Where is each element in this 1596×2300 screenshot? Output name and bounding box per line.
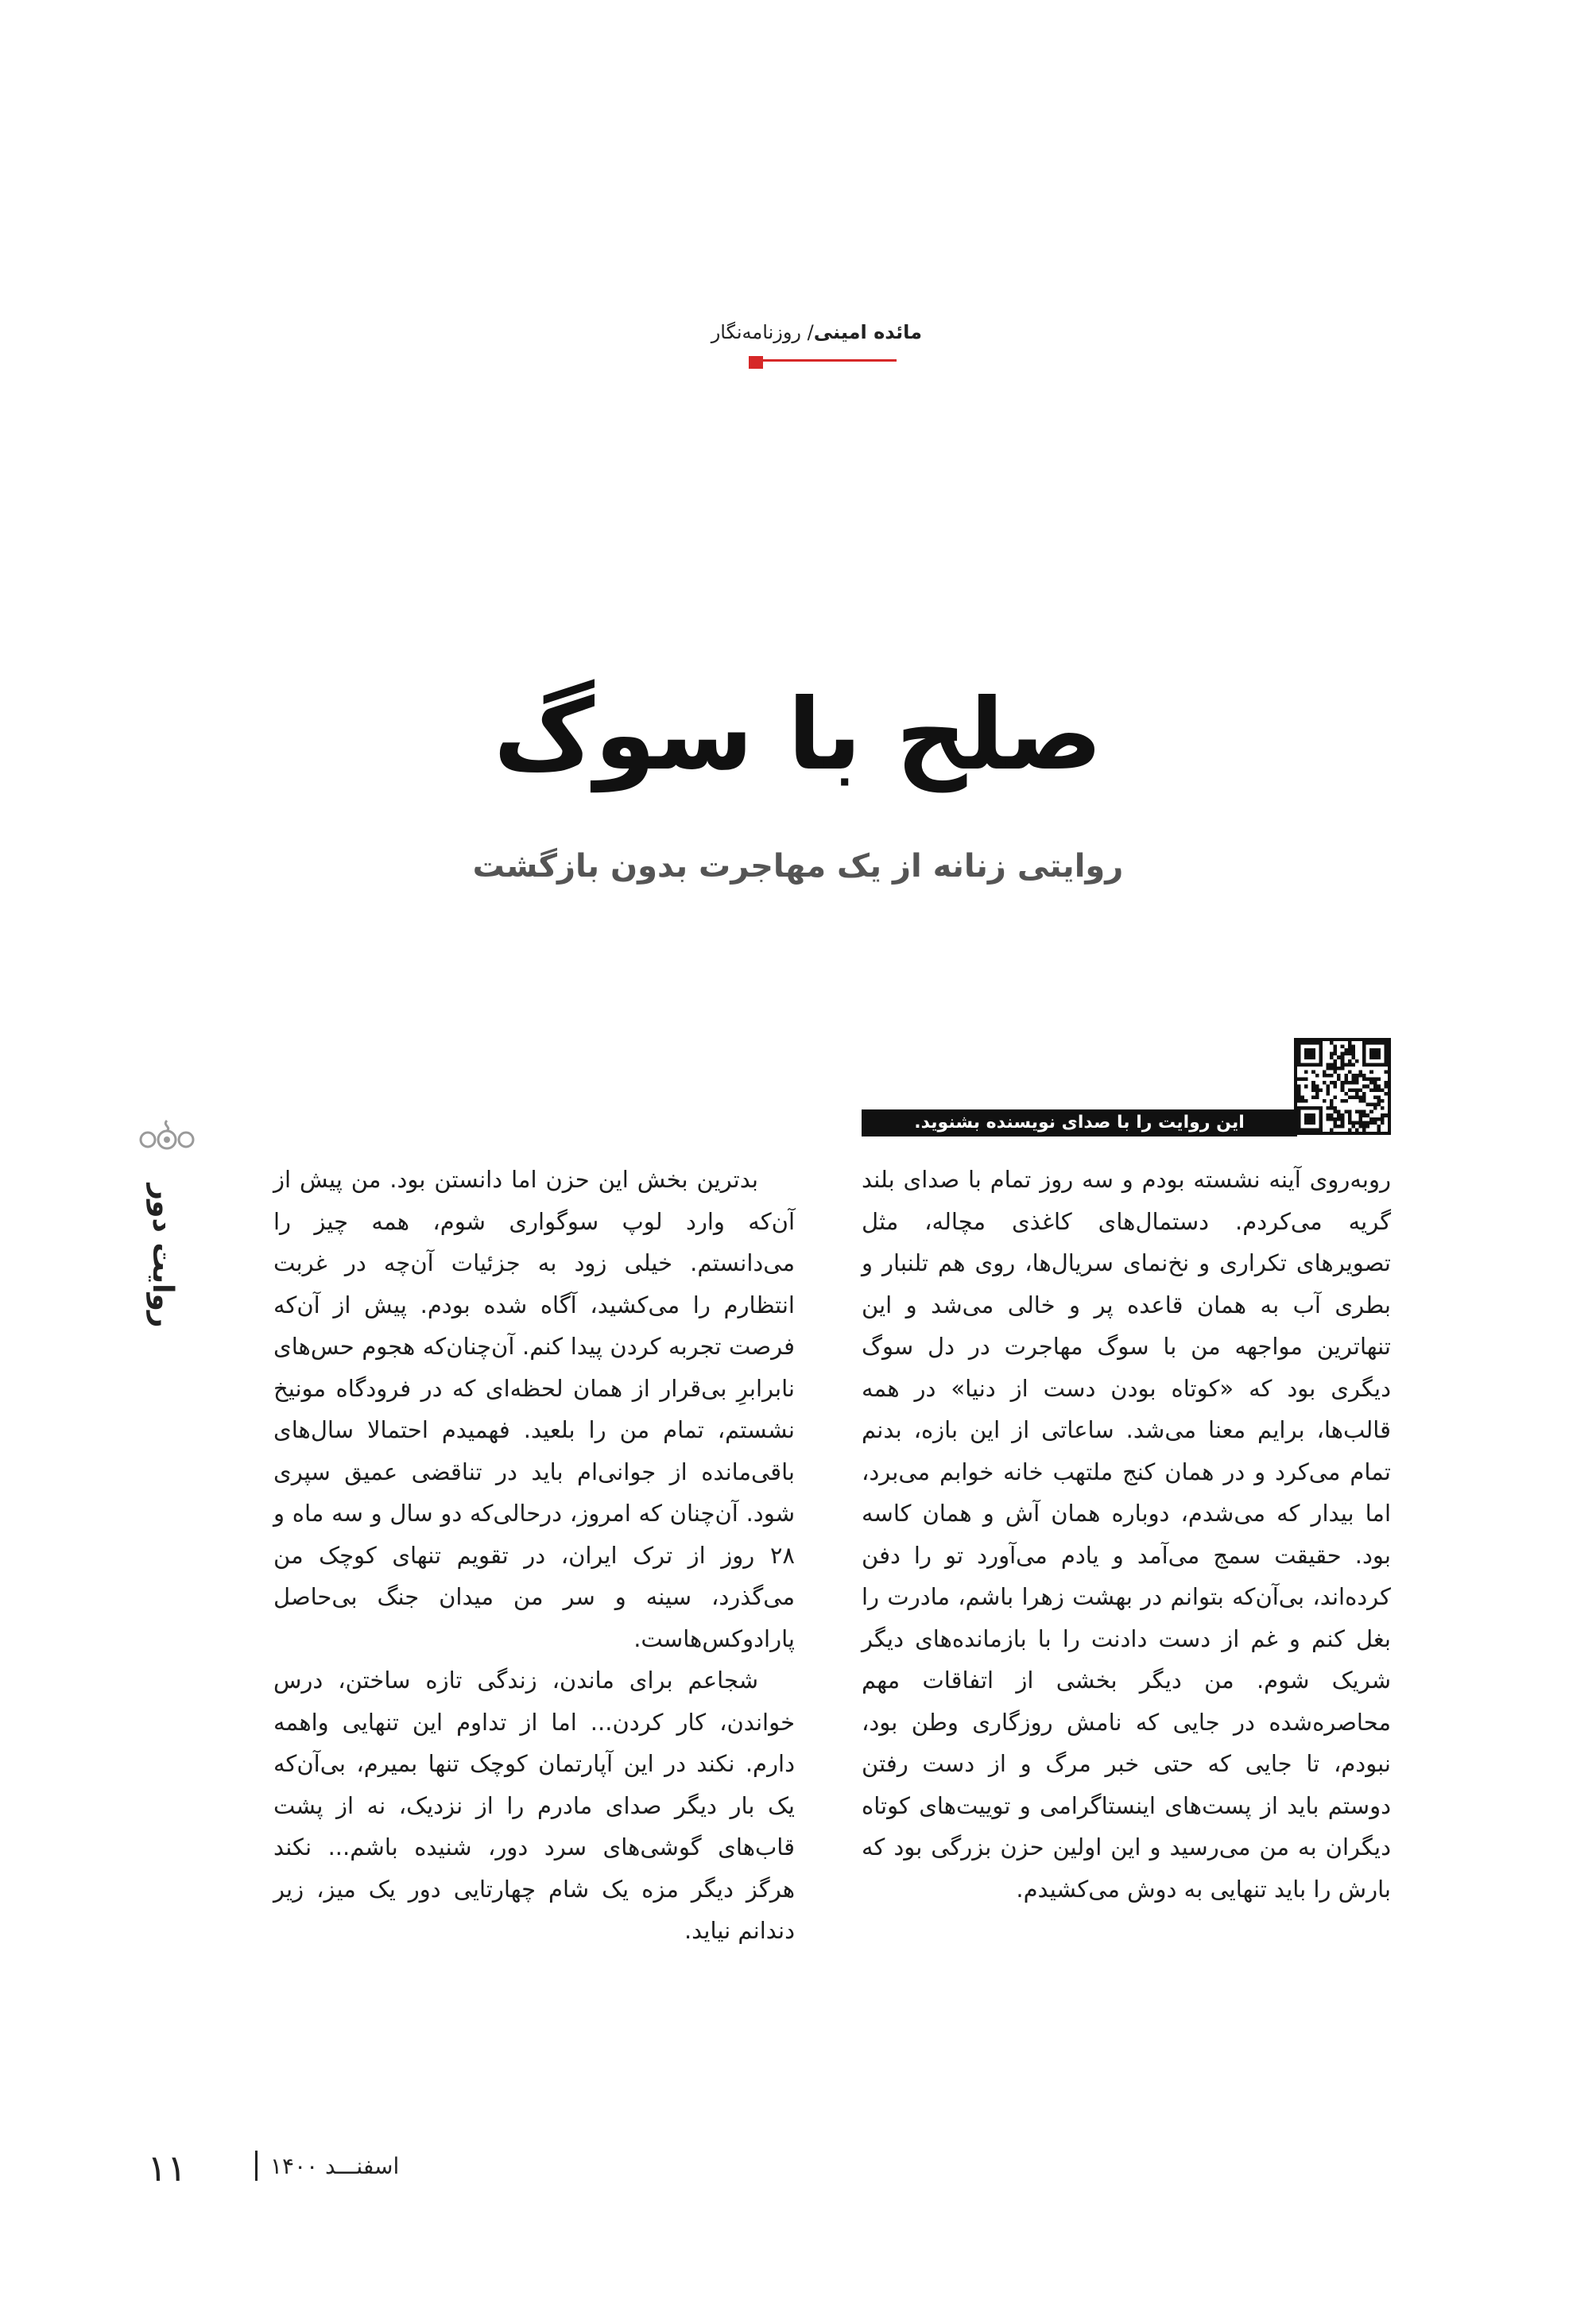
paragraph: روبه‌روی آینه نشسته بودم و سه روز تمام با صدای بلند گریه می‌کردم. دستمال‌های کاغذی مچاله، مثل تصویرهای تکراری و نخ‌نمای سریال‌ها، روی هم تلنبار و بطری آب به همان قاعده پر و خالی می‌شد و این تنهاترین مواجهه من با سوگ مهاجرت در دل سوگ دیگری بود که «کوتاه بودن دست از دنیا» در همه قالب‌ها، برایم معنا می‌شد. ساعاتی از این بازه، بدنم تمام می‌کرد و در همان کنج ملتهب خانه خوابم می‌برد، اما بیدار که می‌شدم، دوباره همان آش و همان کاسه بود. حقیقت سمج می‌آمد و یادم می‌آورد تو را دفن کرده‌اند، بی‌آن‌که بتوانم در بهشت زهرا باشم، مادرت را بغل کنم و غم از دست دادنت را با بازمانده‌های دیگر شریک شوم. من دیگر بخشی از اتفاقات مهم محاصره‌شده در جایی که نامش روزگاری وطن بود، نبودم، تا جایی که حتی خبر مرگ و از دست رفتن دوستم باید از پست‌های اینستاگرامی و توییت‌های کوتاه دیگران به من می‌رسید و این اولین حزن بزرگی بود که بارش را باید تنهایی به دوش می‌کشیدم.	[862, 1166, 1391, 1903]
body-column-left	[273, 1159, 795, 1946]
byline	[699, 316, 922, 348]
body-column-right	[862, 1159, 1391, 1946]
section-label: روایت دور	[146, 1183, 179, 1328]
author-name: مائده امینی	[813, 321, 922, 343]
qr-code-icon[interactable]	[1294, 1038, 1391, 1135]
paragraph: شجاعم برای ماندن، زندگی تازه ساختن، درس خواندن، کار کردن... اما از تداوم این تنهایی واهمه دارم. نکند در این آپارتمان کوچک تنها بمیرم، بی‌آن‌که یک بار دیگر صدای مادرم را از نزدیک، نه از پشت قاب‌های گوشی‌های سرد دور، شنیده باشم... نکند هرگز دیگر مزه یک شام چهارتایی دور یک میز، زیر دندانم نیاید.	[273, 1667, 795, 1944]
ornament-icon	[135, 1116, 199, 1157]
footer-separator	[255, 2151, 258, 2181]
byline-accent-square	[749, 356, 763, 369]
page-number: ۱۱	[147, 2147, 187, 2190]
paragraph: بدترین بخش این حزن اما دانستن بود. من پیش از آن‌که وارد لوپ سوگواری شوم، همه چیز را می‌دانستم. خیلی زود به جزئیات آن‌چه در غربت انتظارم را می‌کشید، آگاه شده بودم. پیش از آن‌که فرصت تجربه کردن پیدا کنم. آن‌چنان‌که هجوم حس‌های نابرابرِ بی‌قرار از همان لحظه‌ای که در فرودگاه مونیخ نشستم، تمام من را بلعید. فهمیدم احتمالا سال‌های باقی‌مانده از جوانی‌ام باید در تناقضی عمیق سپری شود. آن‌چنان که امروز، درحالی‌که دو سال و سه ماه و ۲۸ روز از ترک ایران، در تقویم تنهای کوچک من می‌گذرد، سینه و سر من میدان جنگ بی‌حاصل پارادوکس‌هاست.	[273, 1166, 795, 1652]
byline-separator: /	[807, 321, 814, 343]
issue-date: اسفنـــد ۱۴۰۰	[270, 2153, 400, 2179]
article-subtitle: روایتی زنانه از یک مهاجرت بدون بازگشت	[472, 848, 1124, 885]
article-title: صلح با سوگ	[494, 678, 1102, 792]
audio-caption: این روایت را با صدای نویسنده بشنوید.	[862, 1109, 1297, 1136]
author-role: روزنامه‌نگار	[711, 321, 802, 343]
byline-accent-rule	[749, 359, 897, 362]
